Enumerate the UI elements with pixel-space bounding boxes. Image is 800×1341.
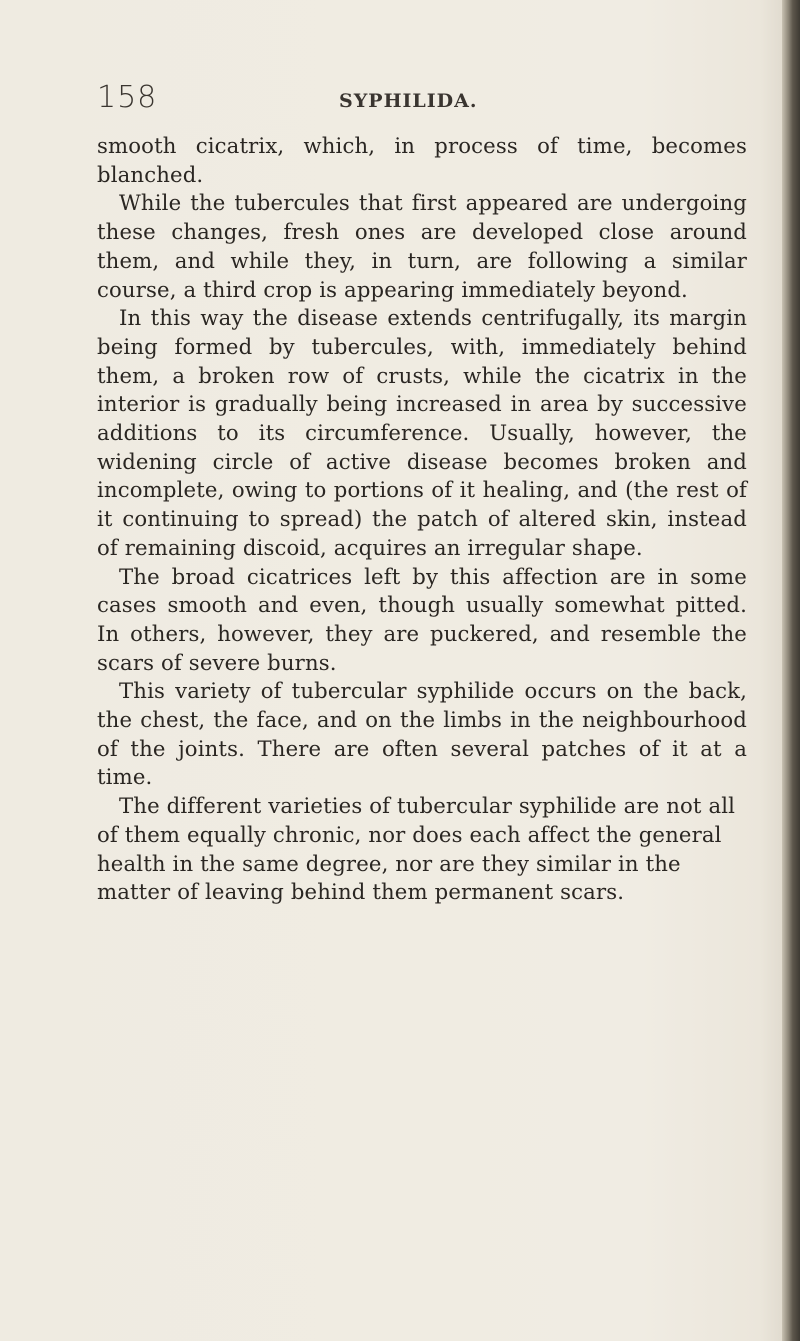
paragraph-4: The broad cicatrices left by this affection are in some cases smooth and even, though usually somewhat pitted. In others, however, they are puckered, and resemble the scars of severe burns. <box>97 563 747 675</box>
paragraph-5: This variety of tubercular syphilide occurs on the back, the chest, the face, and on the limbs in the neighbourhood of the joints. There are often several patches of it at a time. <box>97 678 747 790</box>
paragraph-6: The different varieties of tubercular syphilide are not all of them equally chronic, nor does each affect the general health in the same degree, nor are they similar in the matter of leaving behind them permanent scars. <box>97 793 736 905</box>
paragraph-2: While the tubercules that first appeared are undergoing these changes, fresh ones are developed close around them, and while they, in turn, are following a similar course, a third crop is appearing immediately beyond. <box>97 190 747 302</box>
running-head: SYPHILIDA. <box>339 90 478 112</box>
paragraph-3: In this way the disease extends centrifugally, its margin being formed by tubercules, with, immediately behind them, a broken row of crusts, while the cicatrix in the interior is gradually being increased in area by successive additions to its circumference. Usually, however, the widening circle of active disease becomes broken and incomplete, owing to portions of it healing, and (the rest of it continuing to spread) the patch of altered skin, instead of remaining discoid, acquires an irregular shape. <box>97 305 747 560</box>
paragraph-1: smooth cicatrix, which, in process of time, becomes blanched. <box>97 133 747 187</box>
page-header <box>97 78 757 118</box>
page-number: 158 <box>97 80 158 115</box>
binding-edge <box>782 0 800 1341</box>
body-text <box>97 132 747 907</box>
